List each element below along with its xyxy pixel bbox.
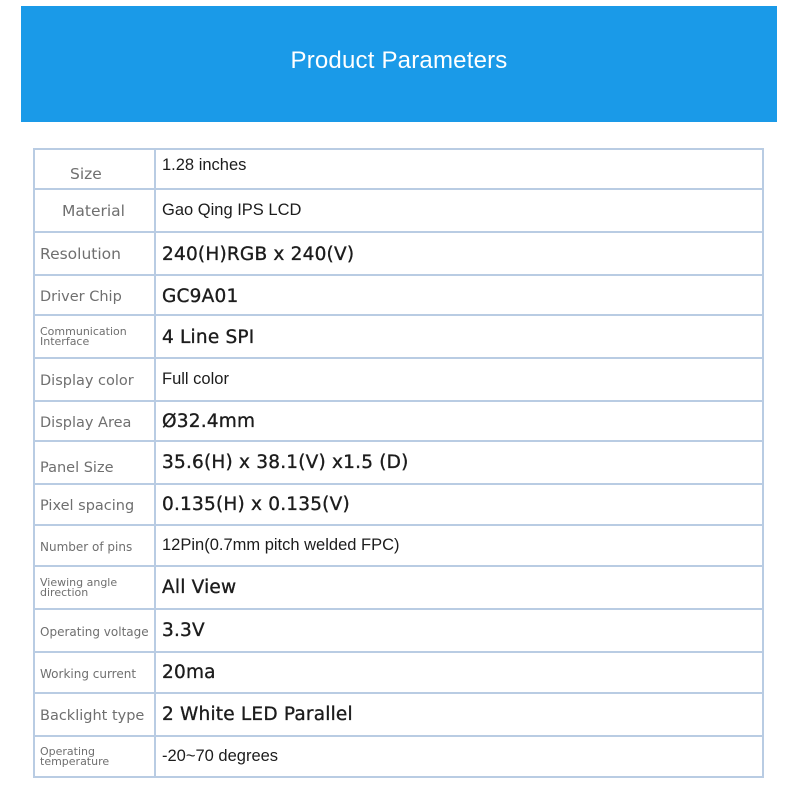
table-row (34, 401, 763, 441)
param-label: Display color (34, 358, 155, 401)
param-value: 3.3V (155, 609, 763, 652)
table-row (34, 441, 763, 484)
table-row (34, 566, 763, 609)
param-value: GC9A01 (155, 275, 763, 315)
table-row (34, 484, 763, 525)
param-value: 240(H)RGB x 240(V) (155, 232, 763, 275)
param-value: All View (155, 566, 763, 609)
page-title: Product Parameters (290, 47, 508, 74)
table-row (34, 525, 763, 566)
table-row (34, 149, 763, 189)
table-row (34, 275, 763, 315)
param-label: Viewing angle direction (34, 566, 155, 609)
param-label: Resolution (34, 232, 155, 275)
param-value: Full color (155, 358, 763, 401)
param-label: Backlight type (34, 693, 155, 736)
table-row (34, 315, 763, 358)
table-row (34, 652, 763, 693)
table-row (34, 609, 763, 652)
table-row (34, 358, 763, 401)
header-banner (21, 6, 777, 122)
table-row (34, 232, 763, 275)
param-label: Operating voltage (34, 609, 155, 652)
param-label: Pixel spacing (34, 484, 155, 525)
param-label: Number of pins (34, 525, 155, 566)
param-value: 1.28 inches (155, 149, 763, 189)
parameters-table (33, 148, 764, 778)
param-value: Gao Qing IPS LCD (155, 189, 763, 232)
table-row (34, 736, 763, 777)
table-row (34, 693, 763, 736)
param-value: 0.135(H) x 0.135(V) (155, 484, 763, 525)
param-label: Size (34, 149, 155, 189)
param-label: Driver Chip (34, 275, 155, 315)
param-value: Ø32.4mm (155, 401, 763, 441)
param-value: 35.6(H) x 38.1(V) x1.5 (D) (155, 441, 763, 484)
param-value: 20ma (155, 652, 763, 693)
param-value: 4 Line SPI (155, 315, 763, 358)
param-value: 2 White LED Parallel (155, 693, 763, 736)
param-value: 12Pin(0.7mm pitch welded FPC) (155, 525, 763, 566)
param-label: Display Area (34, 401, 155, 441)
param-value: -20~70 degrees (155, 736, 763, 777)
param-label: Working current (34, 652, 155, 693)
param-label: Communication Interface (34, 315, 155, 358)
param-label: Operating temperature (34, 736, 155, 777)
param-label: Panel Size (34, 441, 155, 484)
param-label: Material (34, 189, 155, 232)
table-row (34, 189, 763, 232)
